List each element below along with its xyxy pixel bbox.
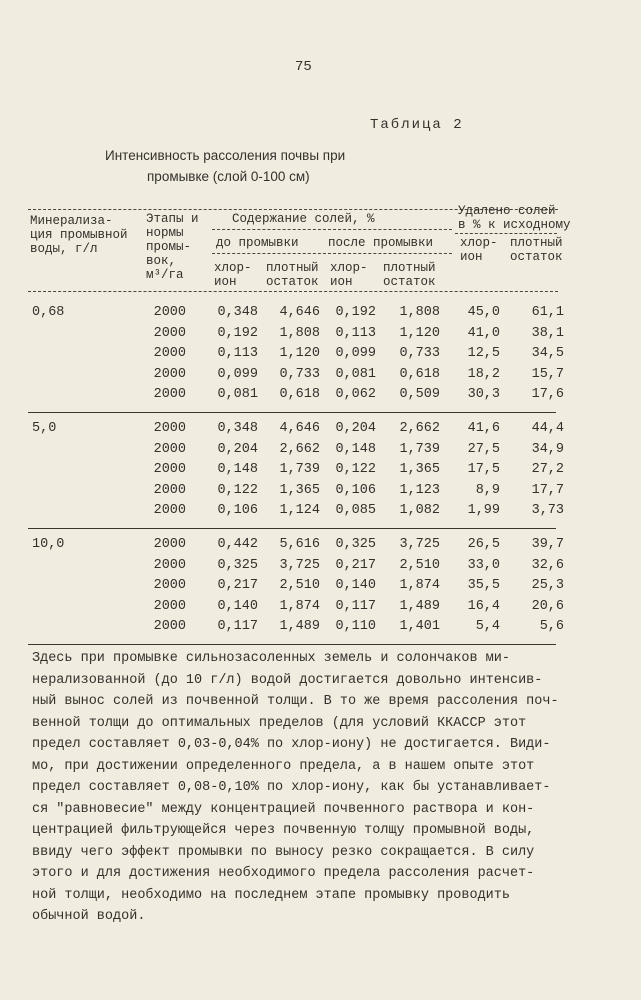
- before-chlor-ion-cell: 0,117: [217, 619, 258, 635]
- removed-chlor-ion-cell: 41,6: [467, 421, 500, 436]
- before-chlor-ion-cell: 0,081: [217, 387, 258, 403]
- before-dense-residue-cell: 4,646: [279, 305, 320, 320]
- after-dense-residue-cell: 0,733: [399, 346, 440, 362]
- removed-dense-residue-cell: 15,7: [531, 366, 564, 382]
- paragraph-line: Здесь при промывке сильнозасоленных земель и солончаков ми-: [32, 651, 510, 666]
- before-chlor-ion-cell: 0,325: [217, 557, 258, 573]
- after-dense-residue-cell: 1,365: [399, 462, 440, 478]
- header-stages: нормы: [146, 226, 184, 240]
- removed-chlor-ion-cell: 27,5: [467, 441, 500, 457]
- before-chlor-ion-cell: 0,192: [217, 325, 258, 341]
- paragraph-line: этого и для достижения необходимого предела рассоления расчет-: [32, 866, 535, 881]
- after-dense-residue-cell: 1,489: [399, 598, 440, 614]
- after-chlor-ion-cell: 0,122: [335, 462, 376, 478]
- before-dense-residue-cell: 1,489: [279, 619, 320, 635]
- before-dense-residue-cell: 4,646: [279, 421, 320, 436]
- after-dense-residue-cell: 1,808: [399, 305, 440, 320]
- before-dense-residue-cell: 1,124: [279, 503, 320, 519]
- after-chlor-ion-cell: 0,110: [335, 619, 376, 635]
- after-chlor-ion-cell: 0,217: [335, 557, 376, 573]
- before-dense-residue-cell: 1,365: [279, 482, 320, 498]
- removed-dense-residue-cell: 27,2: [531, 462, 564, 478]
- before-chlor-ion-cell: 0,148: [217, 462, 258, 478]
- removed-dense-residue-cell: 39,7: [531, 537, 564, 552]
- header-stages: м³/га: [146, 268, 184, 282]
- before-chlor-ion-cell: 0,204: [217, 441, 258, 457]
- after-chlor-ion-cell: 0,148: [335, 441, 376, 457]
- header-chlor-ion: хлор-: [460, 236, 498, 250]
- header-bottom-rule: [28, 291, 558, 292]
- before-dense-residue-cell: 2,662: [279, 441, 320, 457]
- header-chlor-ion: ион: [460, 250, 483, 264]
- header-chlor-ion: хлор-: [330, 261, 368, 275]
- stage-norm-cell: 2000: [153, 387, 186, 403]
- removed-chlor-ion-cell: 5,4: [475, 619, 500, 635]
- before-dense-residue-cell: 1,808: [279, 325, 320, 341]
- before-chlor-ion-cell: 0,442: [217, 537, 258, 552]
- header-content-rule: [212, 229, 452, 230]
- caption-line-2: промывке (слой 0-100 см): [147, 169, 310, 184]
- header-stages: промы-: [146, 240, 192, 254]
- removed-chlor-ion-cell: 17,5: [467, 462, 500, 478]
- removed-chlor-ion-cell: 8,9: [475, 482, 500, 498]
- removed-dense-residue-cell: 20,6: [531, 598, 564, 614]
- after-dense-residue-cell: 0,618: [399, 366, 440, 382]
- stage-norm-cell: 2000: [153, 325, 186, 341]
- removed-dense-residue-cell: 5,6: [539, 619, 564, 635]
- header-after-washing: после промывки: [328, 236, 434, 250]
- paragraph-line: обычной водой.: [32, 909, 146, 924]
- stage-norm-cell: 2000: [153, 503, 186, 519]
- after-dense-residue-cell: 1,401: [399, 619, 440, 635]
- mineralization-value: 5,0: [32, 421, 57, 436]
- header-salt-content: Содержание солей, %: [232, 212, 375, 226]
- after-chlor-ion-cell: 0,325: [335, 537, 376, 552]
- before-dense-residue-cell: 3,725: [279, 557, 320, 573]
- stage-norm-cell: 2000: [153, 619, 186, 635]
- before-dense-residue-cell: 1,739: [279, 462, 320, 478]
- paragraph-line: предел составляет 0,08-0,10% по хлор-иону, как бы устанавливает-: [32, 780, 551, 795]
- removed-chlor-ion-cell: 45,0: [467, 305, 500, 320]
- paragraph-line: ввиду чего эффект промывки по выносу резко сокращается. В силу: [32, 844, 535, 860]
- after-dense-residue-cell: 1,123: [399, 482, 440, 498]
- after-chlor-ion-cell: 0,192: [335, 305, 376, 320]
- before-chlor-ion-cell: 0,140: [217, 598, 258, 614]
- before-dense-residue-cell: 0,618: [279, 387, 320, 403]
- removed-dense-residue-cell: 25,3: [531, 578, 564, 594]
- page-number: 75: [295, 59, 312, 75]
- before-dense-residue-cell: 1,120: [279, 346, 320, 362]
- paragraph-line: мо, при достижении определенного предела, а в нашем опыте этот: [32, 758, 535, 774]
- after-dense-residue-cell: 1,120: [399, 325, 440, 341]
- header-removed-rule: [455, 233, 557, 234]
- before-chlor-ion-cell: 0,217: [217, 578, 258, 594]
- removed-chlor-ion-cell: 41,0: [467, 325, 500, 341]
- paragraph-line: предел составляет 0,03-0,04% по хлор-иону) не достигается. Види-: [32, 737, 551, 752]
- header-before-washing: до промывки: [216, 236, 299, 250]
- before-chlor-ion-cell: 0,099: [217, 366, 258, 382]
- stage-norm-cell: 2000: [153, 578, 186, 594]
- before-dense-residue-cell: 1,874: [279, 598, 320, 614]
- after-chlor-ion-cell: 0,106: [335, 482, 376, 498]
- removed-chlor-ion-cell: 18,2: [467, 366, 500, 382]
- stage-norm-cell: 2000: [153, 441, 186, 457]
- before-chlor-ion-cell: 0,348: [217, 305, 258, 320]
- header-sub-rule: [212, 253, 452, 254]
- paragraph-line: ный вынос солей из почвенной толщи. В то же время рассоления поч-: [32, 694, 559, 709]
- removed-dense-residue-cell: 3,73: [531, 503, 564, 519]
- caption-line-1: Интенсивность рассоления почвы при: [105, 148, 346, 163]
- after-dense-residue-cell: 0,509: [399, 387, 440, 403]
- stage-norm-cell: 2000: [153, 346, 186, 362]
- stage-norm-cell: 2000: [153, 482, 186, 498]
- after-dense-residue-cell: 3,725: [399, 537, 440, 552]
- header-stages: вок,: [146, 254, 177, 268]
- removed-chlor-ion-cell: 1,99: [467, 503, 500, 519]
- after-chlor-ion-cell: 0,204: [335, 421, 376, 436]
- after-chlor-ion-cell: 0,117: [335, 598, 376, 614]
- removed-dense-residue-cell: 17,6: [531, 387, 564, 403]
- stage-norm-cell: 2000: [153, 421, 186, 436]
- after-dense-residue-cell: 1,082: [399, 503, 440, 519]
- header-dense-residue: плотный: [266, 261, 319, 275]
- after-dense-residue-cell: 2,662: [399, 421, 440, 436]
- removed-chlor-ion-cell: 26,5: [467, 537, 500, 552]
- header-chlor-ion: ион: [214, 275, 237, 289]
- before-chlor-ion-cell: 0,106: [217, 503, 258, 519]
- after-chlor-ion-cell: 0,140: [335, 578, 376, 594]
- removed-dense-residue-cell: 34,5: [531, 346, 564, 362]
- table-label: Таблица 2: [370, 117, 464, 133]
- header-dense-residue: остаток: [510, 250, 563, 264]
- mineralization-value: 0,68: [32, 305, 65, 320]
- header-dense-residue: плотный: [383, 261, 436, 275]
- removed-dense-residue-cell: 38,1: [531, 325, 564, 341]
- header-mineralization: ция промывной: [30, 228, 128, 242]
- removed-chlor-ion-cell: 12,5: [467, 346, 500, 362]
- header-chlor-ion: хлор-: [214, 261, 252, 275]
- before-dense-residue-cell: 2,510: [279, 578, 320, 594]
- removed-dense-residue-cell: 44,4: [531, 421, 564, 436]
- stage-norm-cell: 2000: [153, 557, 186, 573]
- removed-dense-residue-cell: 17,7: [531, 482, 564, 498]
- mineralization-value: 10,0: [32, 537, 65, 552]
- stage-norm-cell: 2000: [153, 462, 186, 478]
- paragraph-line: центрацией фильтрующейся через почвенную толщу промывной воды,: [32, 823, 535, 838]
- stage-norm-cell: 2000: [153, 366, 186, 382]
- after-chlor-ion-cell: 0,113: [335, 325, 376, 341]
- removed-dense-residue-cell: 32,6: [531, 557, 564, 573]
- header-removed: Удалено солей: [458, 204, 556, 218]
- paragraph-line: ся "равновесие" между концентрацией почвенного раствора и кон-: [32, 801, 535, 817]
- removed-chlor-ion-cell: 16,4: [467, 598, 500, 614]
- body-paragraph: [32, 648, 592, 928]
- group-separator: [28, 528, 556, 529]
- before-chlor-ion-cell: 0,113: [217, 346, 258, 362]
- paragraph-line: венной толщи до оптимальных пределов (для условий ККАССР этот: [32, 715, 527, 731]
- stage-norm-cell: 2000: [153, 537, 186, 552]
- removed-chlor-ion-cell: 30,3: [467, 387, 500, 403]
- before-chlor-ion-cell: 0,348: [217, 421, 258, 436]
- header-dense-residue: плотный: [510, 236, 563, 250]
- removed-dense-residue-cell: 61,1: [531, 305, 564, 320]
- header-mineralization: Минерализа-: [30, 214, 113, 228]
- removed-chlor-ion-cell: 33,0: [467, 557, 500, 573]
- header-mineralization: воды, г/л: [30, 242, 98, 256]
- paragraph-line: ной толщи, необходимо на последнем этапе промывку проводить: [32, 887, 510, 903]
- before-dense-residue-cell: 5,616: [279, 537, 320, 552]
- after-dense-residue-cell: 1,739: [399, 441, 440, 457]
- removed-chlor-ion-cell: 35,5: [467, 578, 500, 594]
- header-dense-residue: остаток: [383, 275, 436, 289]
- after-chlor-ion-cell: 0,081: [335, 366, 376, 382]
- after-chlor-ion-cell: 0,085: [335, 503, 376, 519]
- after-dense-residue-cell: 1,874: [399, 578, 440, 594]
- stage-norm-cell: 2000: [153, 305, 186, 320]
- header-chlor-ion: ион: [330, 275, 353, 289]
- after-chlor-ion-cell: 0,062: [335, 387, 376, 403]
- table-caption: [105, 145, 345, 187]
- before-dense-residue-cell: 0,733: [279, 366, 320, 382]
- paragraph-line: нерализованной (до 10 г/л) водой достигается довольно интенсив-: [32, 672, 543, 688]
- header-removed: в % к исходному: [458, 218, 571, 232]
- group-separator: [28, 412, 556, 413]
- stage-norm-cell: 2000: [153, 598, 186, 614]
- after-chlor-ion-cell: 0,099: [335, 346, 376, 362]
- header-dense-residue: остаток: [266, 275, 319, 289]
- header-stages: Этапы и: [146, 212, 199, 226]
- before-chlor-ion-cell: 0,122: [217, 482, 258, 498]
- after-dense-residue-cell: 2,510: [399, 557, 440, 573]
- group-separator: [28, 644, 556, 645]
- removed-dense-residue-cell: 34,9: [531, 441, 564, 457]
